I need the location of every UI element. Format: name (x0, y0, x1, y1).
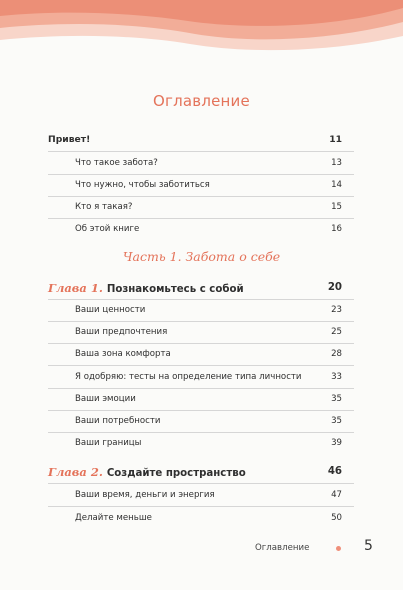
toc-entry-page: 35 (331, 416, 342, 426)
toc-entry-page: 13 (331, 158, 342, 168)
part-title: Часть 1. Забота о себе (122, 249, 281, 264)
divider (48, 432, 354, 433)
toc-entry-page: 15 (331, 202, 342, 212)
toc-entry-page: 20 (327, 282, 342, 293)
toc-entry-label: Об этой книге (75, 224, 140, 234)
toc-entry[interactable] (0, 346, 403, 362)
toc-entry[interactable] (0, 177, 403, 193)
toc-entry-page: 39 (331, 438, 342, 448)
toc-chapter-2[interactable] (0, 464, 403, 480)
toc-entry-label: Ваши предпочтения (75, 327, 168, 337)
divider (48, 343, 354, 344)
toc-entry-page: 33 (331, 372, 342, 382)
toc-entry-page: 50 (331, 513, 342, 523)
chapter-prefix: Глава 2. (48, 465, 103, 479)
toc-entry-label: Ваша зона комфорта (75, 349, 171, 359)
divider (48, 174, 354, 175)
toc-chapter-1[interactable] (0, 280, 403, 296)
divider (48, 410, 354, 411)
toc-entry-page: 35 (331, 394, 342, 404)
divider (48, 483, 354, 484)
chapter-heading (48, 464, 246, 482)
toc-entry-page: 23 (331, 305, 342, 315)
toc-entry[interactable] (0, 435, 403, 451)
toc-entry-page: 47 (331, 490, 342, 500)
toc-entry[interactable] (0, 199, 403, 215)
toc-entry[interactable] (0, 391, 403, 407)
toc-entry-page: 16 (331, 224, 342, 234)
toc-entry-label: Ваши ценности (75, 305, 146, 315)
chapter-prefix: Глава 1. (48, 281, 103, 295)
toc-title: Оглавление (153, 92, 250, 110)
toc-entry-label: Ваши потребности (75, 416, 161, 426)
chapter-title: Создайте пространство (106, 468, 246, 479)
divider (48, 151, 354, 152)
toc-entry-label: Ваши границы (75, 438, 142, 448)
decorative-waves (0, 0, 403, 80)
divider (48, 506, 354, 507)
toc-entry-label: Ваши время, деньги и энергия (75, 490, 215, 500)
toc-entry[interactable] (0, 221, 403, 237)
toc-entry-label: Что такое забота? (75, 158, 158, 168)
toc-entry[interactable] (0, 413, 403, 429)
toc-entry-label: Кто я такая? (75, 202, 133, 212)
toc-entry[interactable] (0, 155, 403, 171)
divider (48, 365, 354, 366)
toc-entry[interactable] (0, 369, 403, 385)
toc-entry-page: 14 (331, 180, 342, 190)
toc-entry[interactable] (0, 487, 403, 503)
toc-entry-intro[interactable] (0, 132, 403, 148)
toc-entry[interactable] (0, 302, 403, 318)
toc-entry-page: 28 (331, 349, 342, 359)
chapter-heading (48, 280, 244, 298)
toc-entry[interactable] (0, 324, 403, 340)
divider (48, 321, 354, 322)
toc-entry-label: Я одобряю: тесты на определение типа личности (75, 372, 302, 382)
toc-entry-page: 11 (329, 134, 342, 145)
toc-entry-label: Привет! (48, 134, 91, 145)
footer-section-label: Оглавление (255, 543, 310, 553)
footer-dot-icon (336, 546, 341, 551)
toc-entry-label: Что нужно, чтобы заботиться (75, 180, 210, 190)
toc-entry-label: Ваши эмоции (75, 394, 136, 404)
toc-entry[interactable] (0, 510, 403, 526)
divider (48, 299, 354, 300)
page-number: 5 (364, 538, 373, 554)
chapter-title: Познакомьтесь с собой (106, 284, 244, 295)
divider (48, 218, 354, 219)
divider (48, 196, 354, 197)
toc-entry-label: Делайте меньше (75, 513, 152, 523)
toc-entry-page: 25 (331, 327, 342, 337)
toc-entry-page: 46 (327, 466, 342, 477)
divider (48, 388, 354, 389)
